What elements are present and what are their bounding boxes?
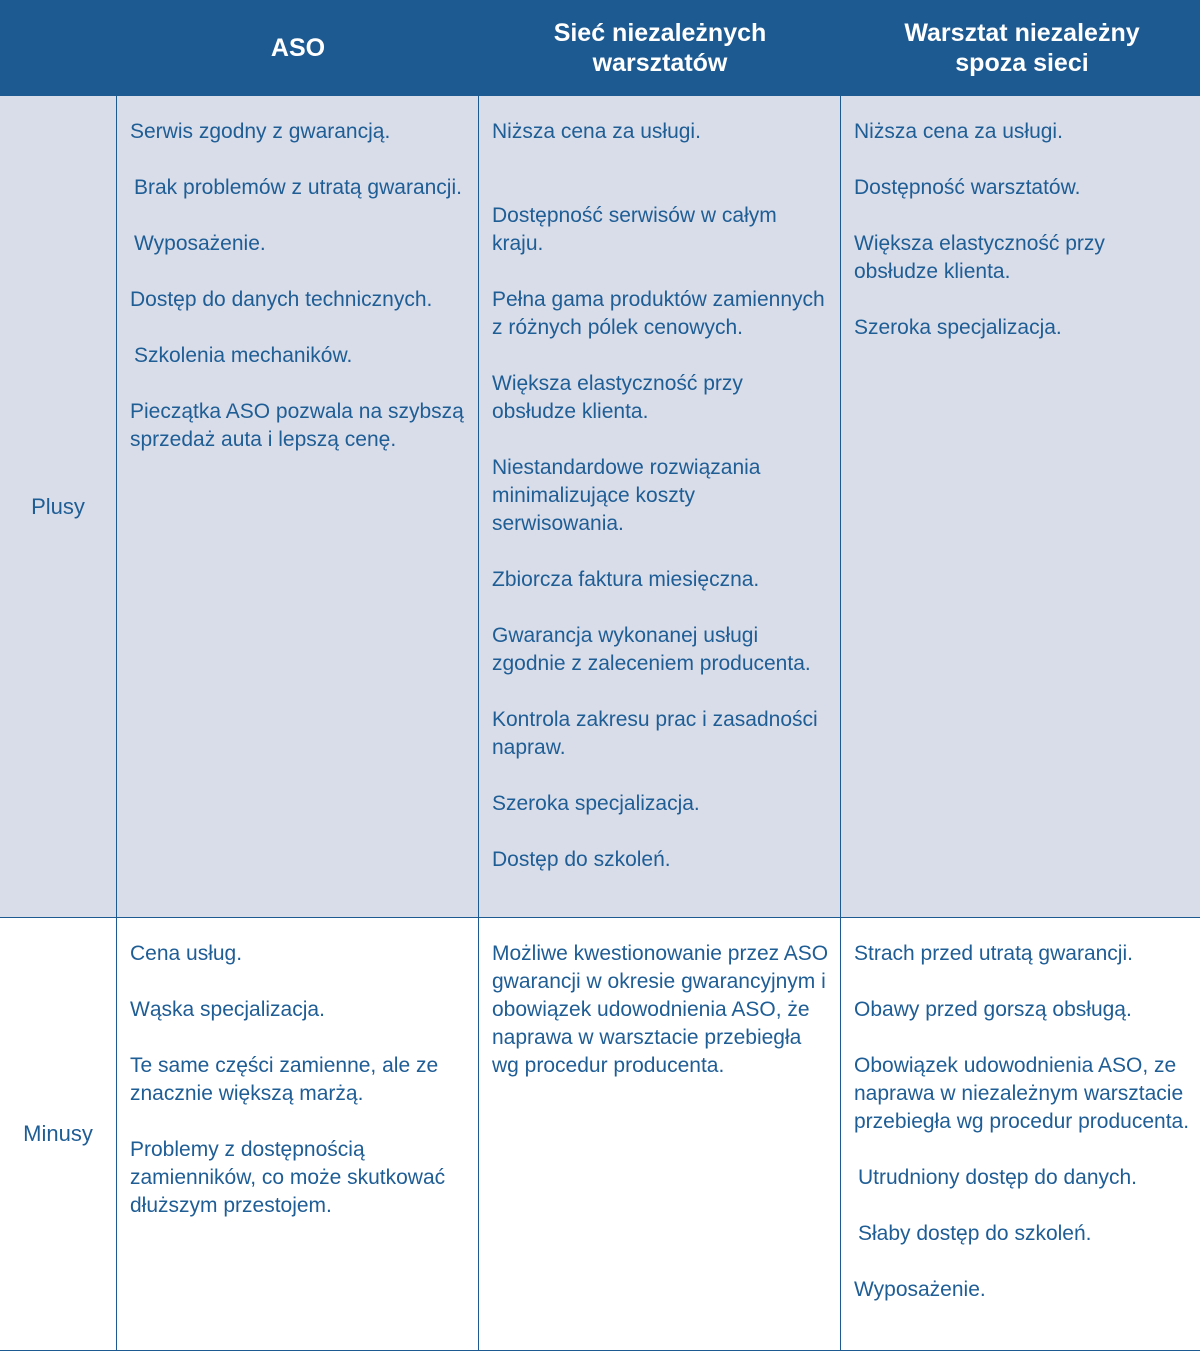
cell-plusy-siec <box>492 118 832 902</box>
column-header-warsztat-line1: Warsztat niezależny <box>904 19 1140 47</box>
list-item: Większa elastyczność przy obsłudze klienta. <box>854 232 1105 283</box>
column-header-aso <box>117 0 479 96</box>
list-item: Szeroka specjalizacja. <box>492 792 700 815</box>
list-item: Szkolenia mechaników. <box>134 344 353 367</box>
list-item: Dostęp do szkoleń. <box>492 848 671 871</box>
cell-minusy-aso <box>130 940 470 1248</box>
list-item: Szeroka specjalizacja. <box>854 316 1062 339</box>
list-item: Możliwe kwestionowanie przez ASO gwarancji w okresie gwarancyjnym i obowiązek udowodnienia ASO, że naprawa w warsztacie przebiegła wg procedur producenta. <box>492 942 829 1077</box>
list-item: Strach przed utratą gwarancji. <box>854 942 1133 965</box>
column-header-warsztat-line2: spoza sieci <box>955 49 1089 77</box>
list-item: Dostęp do danych technicznych. <box>130 288 433 311</box>
column-header-siec-line1: Sieć niezależnych <box>553 19 767 47</box>
column-header-siec <box>479 0 841 96</box>
list-item: Obawy przed gorszą obsługą. <box>854 998 1132 1021</box>
list-item: Utrudniony dostęp do danych. <box>858 1166 1138 1189</box>
column-divider <box>840 96 841 1351</box>
cell-plusy-warsztat <box>854 118 1194 370</box>
list-item: Wyposażenie. <box>854 1278 986 1301</box>
cell-plusy-aso <box>130 118 470 482</box>
row-divider <box>0 917 1200 918</box>
list-item: Cena usług. <box>130 942 243 965</box>
list-item: Serwis zgodny z gwarancją. <box>130 120 391 143</box>
list-item: Brak problemów z utratą gwarancji. <box>134 176 462 199</box>
list-item: Pełna gama produktów zamiennych z różnych pólek cenowych. <box>492 288 825 339</box>
list-item: Gwarancja wykonanej usługi zgodnie z zaleceniem producenta. <box>492 624 811 675</box>
list-item: Większa elastyczność przy obsłudze klienta. <box>492 372 743 423</box>
cell-minusy-siec <box>492 940 832 1108</box>
list-item: Obowiązek udowodnienia ASO, ze naprawa w niezależnym warsztacie przebiegła wg procedur producenta. <box>854 1054 1190 1133</box>
column-divider <box>478 96 479 1351</box>
row-label-minusy: Minusy <box>23 1121 93 1146</box>
table-header <box>0 0 1200 96</box>
list-item: Pieczątka ASO pozwala na szybszą sprzedaż auta i lepszą cenę. <box>130 400 464 451</box>
list-item: Wąska specjalizacja. <box>130 998 325 1021</box>
column-header-aso-label: ASO <box>270 34 326 62</box>
list-item: Dostępność serwisów w całym kraju. <box>492 204 777 255</box>
list-item: Niestandardowe rozwiązania minimalizujące koszty serwisowania. <box>492 456 761 535</box>
list-item: Kontrola zakresu prac i zasadności napraw. <box>492 708 818 759</box>
row-label-plusy: Plusy <box>31 494 85 519</box>
list-item: Problemy z dostępnością zamienników, co może skutkować dłuższym przestojem. <box>130 1138 446 1217</box>
list-item: Niższa cena za usługi. <box>854 120 1063 143</box>
column-divider <box>116 96 117 1351</box>
list-item: Te same części zamienne, ale ze znacznie większą marżą. <box>130 1054 439 1105</box>
cell-minusy-warsztat <box>854 940 1194 1332</box>
list-item: Wyposażenie. <box>134 232 266 255</box>
column-header-siec-line2: warsztatów <box>592 49 728 77</box>
table-bottom-border <box>0 1350 1200 1351</box>
column-header-warsztat <box>841 0 1200 96</box>
list-item: Słaby dostęp do szkoleń. <box>858 1222 1092 1245</box>
list-item: Zbiorcza faktura miesięczna. <box>492 568 760 591</box>
list-item: Niższa cena za usługi. <box>492 120 701 143</box>
list-item: Dostępność warsztatów. <box>854 176 1081 199</box>
